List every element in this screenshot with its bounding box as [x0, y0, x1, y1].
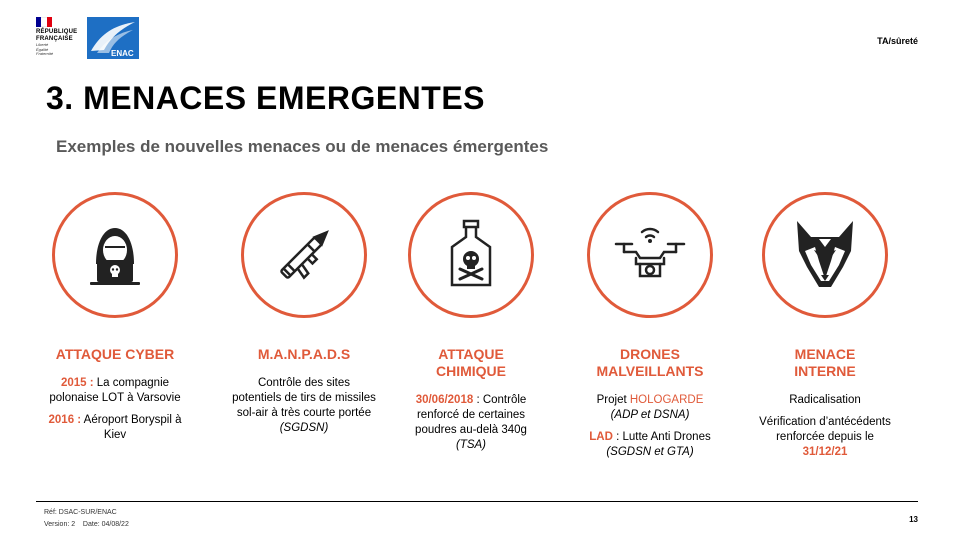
threat-description: [391, 393, 551, 453]
motto-line-1: Liberté: [36, 42, 49, 47]
threat-title: [570, 346, 730, 380]
enac-logo-text: ENAC: [111, 49, 134, 58]
wolf-icon: [789, 217, 861, 293]
footer-ref: Réf: DSAC-SUR/ENAC: [44, 509, 117, 516]
threat-description: [745, 393, 905, 460]
drone-icon: [610, 220, 690, 290]
event-text: Aéroport Boryspil à Kiev: [81, 414, 182, 441]
threat-title: [391, 346, 551, 380]
poison-bottle-icon: [436, 217, 506, 293]
event-prefix: Projet: [596, 394, 630, 406]
event-date: 30/06/2018: [415, 394, 474, 406]
threat-title-line: DRONES: [620, 346, 680, 362]
threat-title: [745, 346, 905, 380]
page-number: 13: [909, 515, 918, 524]
threat-title-line: MALVEILLANTS: [596, 363, 704, 379]
threat-title: [35, 346, 195, 363]
threat-description: [224, 376, 384, 436]
page-subtitle: Exemples de nouvelles menaces ou de menaces émergentes: [56, 137, 549, 156]
threat-title-line: ATTAQUE CYBER: [55, 346, 175, 362]
event-text: Contrôle des sites potentiels de tirs de missiles sol-air à très courte portée: [232, 377, 376, 419]
event-text: Radicalisation: [789, 394, 861, 406]
motto-line-3: Fraternité: [36, 51, 54, 56]
threat-title-line: MENACE: [794, 346, 856, 362]
event-text: : Contrôle renforcé de certaines poudres au-delà 340g: [415, 394, 527, 436]
threat-card-manpads: [224, 192, 384, 443]
hacker-icon: [80, 220, 150, 290]
threat-icon-circle: [408, 192, 534, 318]
threat-title-line: INTERNE: [794, 363, 856, 379]
threat-icon-circle: [587, 192, 713, 318]
event-text: Vérification d’antécédents renforcée depuis le: [759, 416, 891, 443]
footer-version: Version: 2: [44, 521, 76, 528]
threat-icon-circle: [762, 192, 888, 318]
event-date: 2016 :: [48, 414, 82, 426]
threat-card-insider: [745, 192, 905, 467]
threat-title-line: ATTAQUE: [438, 346, 504, 362]
republique-francaise-logo: [36, 17, 86, 61]
threat-icon-circle: [241, 192, 367, 318]
footer-date: Date: 04/08/22: [82, 521, 129, 528]
threat-title-line: M.A.N.P.A.D.S: [257, 346, 351, 362]
threat-description: [570, 393, 730, 460]
footer-divider: [36, 501, 918, 502]
event-text: : Lutte Anti Drones: [612, 431, 711, 443]
event-text: La compagnie polonaise LOT à Varsovie: [49, 377, 181, 404]
threat-card-cyber: [35, 192, 195, 450]
enac-logo: [87, 17, 139, 59]
threat-title: [224, 346, 384, 363]
event-date: 2015 :: [60, 377, 94, 389]
republic-logo-line-2: FRANÇAISE: [36, 36, 73, 42]
event-source: (TSA): [455, 439, 487, 451]
threat-card-drones: [570, 192, 730, 467]
threat-icon-circle: [52, 192, 178, 318]
document-tag: TA/sûreté: [877, 36, 918, 46]
footer-meta: [44, 507, 129, 531]
page-title: 3. MENACES EMERGENTES: [46, 80, 486, 116]
threat-title-line: CHIMIQUE: [436, 363, 506, 379]
republic-logo-line-1: RÉPUBLIQUE: [36, 29, 78, 35]
threat-card-chemical: [391, 192, 551, 460]
event-source: (SGDSN et GTA): [606, 446, 694, 458]
threat-description: [35, 376, 195, 443]
motto-line-2: Égalité: [36, 46, 49, 52]
project-name: HOLOGARDE: [629, 394, 704, 406]
event-source: (SGDSN): [279, 422, 329, 434]
event-date: 31/12/21: [802, 446, 848, 458]
project-name: LAD: [589, 431, 613, 443]
event-source: (ADP et DSNA): [610, 409, 690, 421]
rocket-launcher-icon: [266, 217, 342, 293]
french-flag-icon: [36, 17, 52, 27]
